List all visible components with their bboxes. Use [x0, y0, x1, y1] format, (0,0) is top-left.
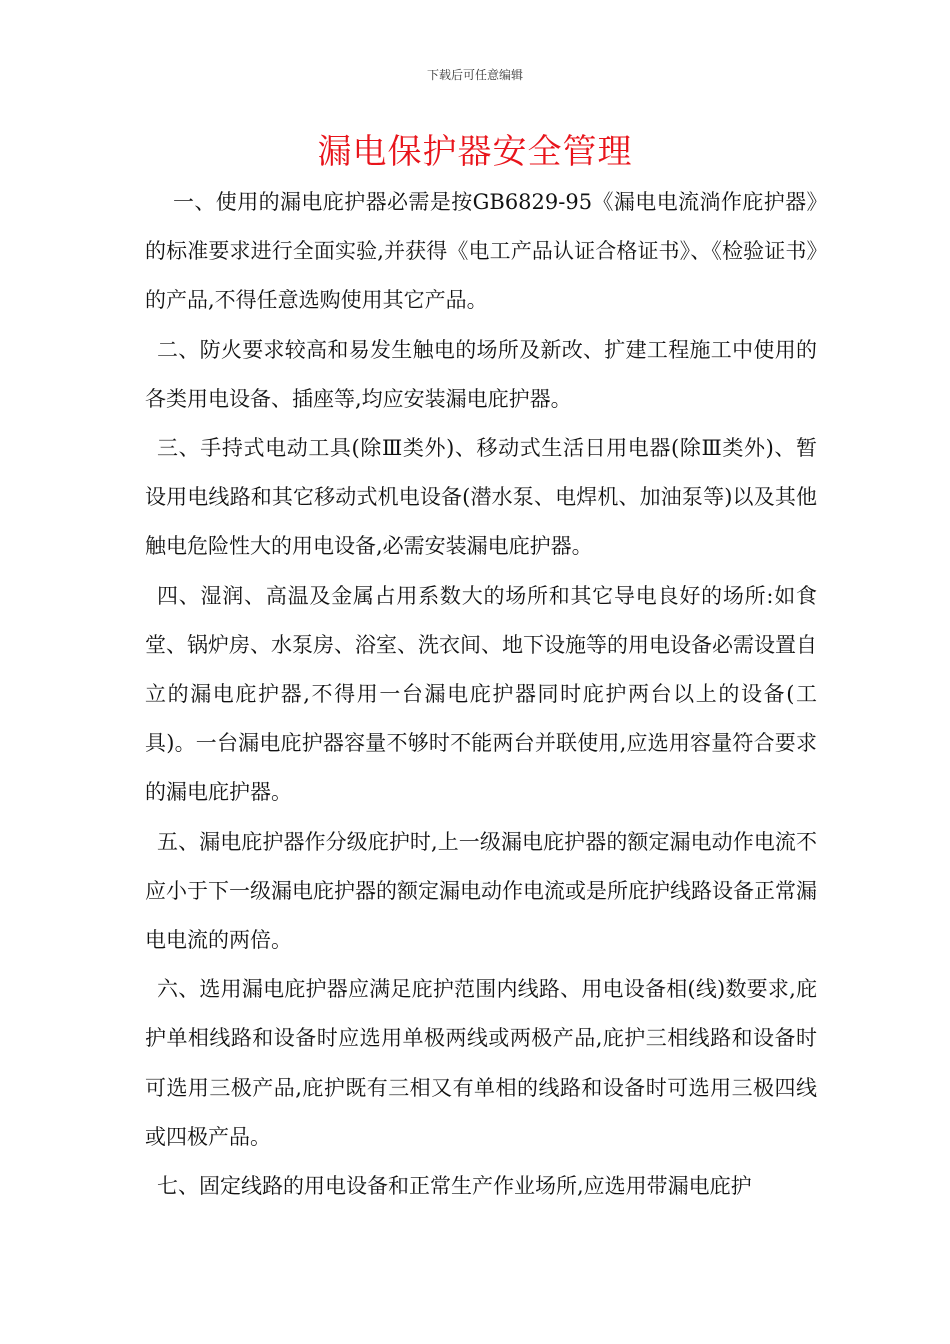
document-body [145, 178, 817, 1211]
paragraph-6: 六、选用漏电庇护器应满足庇护范围内线路、用电设备相(线)数要求,庇护单相线路和设备时应选用单极两线或两极产品,庇护三相线路和设备时可选用三极产品,庇护既有三相又有单相的线路和设备时可选用三极四线或四极产品。 [145, 977, 817, 1149]
paragraph-7: 七、固定线路的用电设备和正常生产作业场所,应选用带漏电庇护 [157, 1174, 752, 1199]
paragraph-5: 五、漏电庇护器作分级庇护时,上一级漏电庇护器的额定漏电动作电流不应小于下一级漏电庇护器的额定漏电动作电流或是所庇护线路设备正常漏电电流的两倍。 [145, 829, 817, 953]
paragraph-4: 四、湿润、高温及金属占用系数大的场所和其它导电良好的场所:如食堂、锅炉房、水泵房、浴室、洗衣间、地下设施等的用电设备必需设置自立的漏电庇护器,不得用一台漏电庇护器同时庇护两台以上的设备(工具)。一台漏电庇护器容量不够时不能两台并联使用,应选用容量符合要求的漏电庇护器。 [145, 583, 817, 805]
document-title: 漏电保护器安全管理 [317, 132, 633, 172]
paragraph-3: 三、手持式电动工具(除Ⅲ类外)、移动式生活日用电器(除Ⅲ类外)、暂设用电线路和其它移动式机电设备(潜水泵、电焊机、加油泵等)以及其他触电危险性大的用电设备,必需安装漏电庇护器。 [145, 436, 817, 559]
header-note: 下载后可任意编辑 [426, 68, 523, 82]
paragraph-2: 二、防火要求较高和易发生触电的场所及新改、扩建工程施工中使用的各类用电设备、插座等,均应安装漏电庇护器。 [145, 337, 817, 411]
paragraph-1: 一、使用的漏电庇护器必需是按GB6829-95《漏电电流淌作庇护器》的标准要求进行全面实验,并获得《电工产品认证合格证书》、《检验证书》的产品,不得任意选购使用其它产品。 [145, 190, 817, 313]
